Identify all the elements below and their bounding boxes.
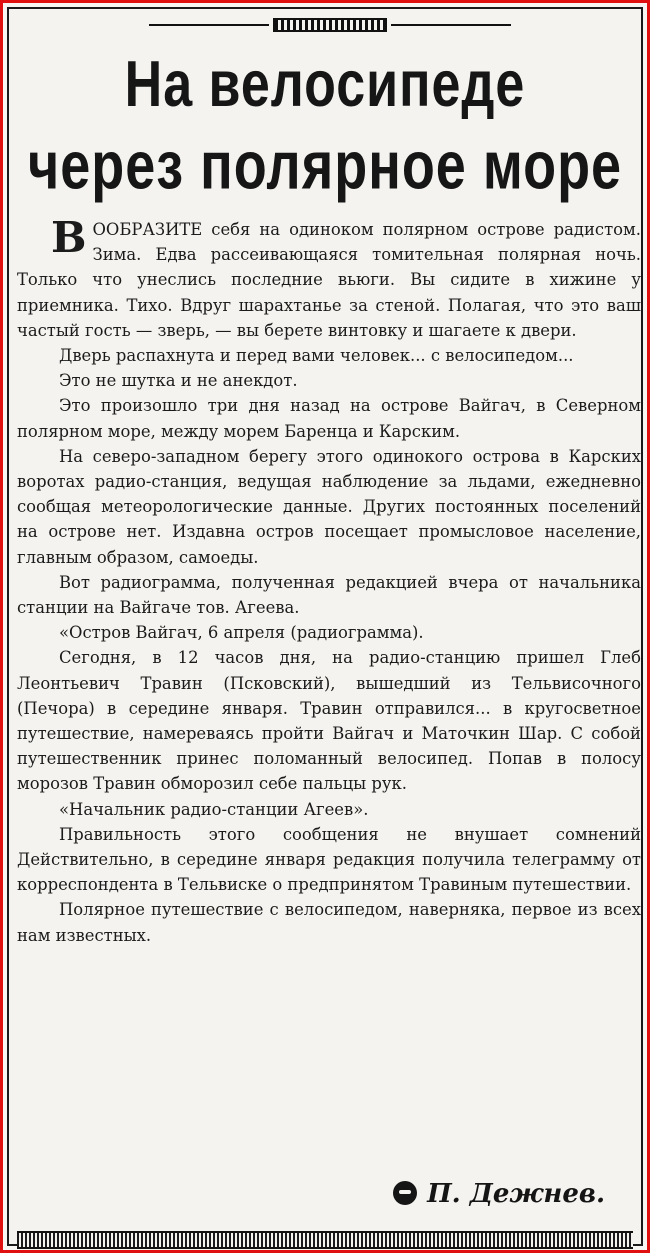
headline-line-2: через полярное море xyxy=(27,128,623,204)
article-paragraph: Это произошло три дня назад на острове Вайгач, в Северном полярном море, между морем Баренца и Карским. xyxy=(17,396,641,441)
article-paragraph xyxy=(17,213,641,343)
article-paragraph: Это не шутка и не анекдот. xyxy=(59,371,298,391)
paragraph-text: ООБРАЗИТЕ себя на одиноком полярном острове радистом. Зима. Едва рассеивающаяся томительная полярная ночь. Только что унеслись последние вьюги. Вы сидите в хижине у приемника. Тихо. Вдруг шарахтанье за стеной. Полагая, что это ваш частый гость — зверь, — вы берете винтовку и шагаете к двери. xyxy=(17,220,641,340)
author-name: П. Дежнев. xyxy=(427,1179,605,1209)
headline-line-1: На велосипеде xyxy=(124,48,526,121)
top-ornament xyxy=(149,17,511,33)
article-paragraph: «Остров Вайгач, 6 апреля (радиограмма). xyxy=(59,623,424,643)
article-paragraph: Сегодня, в 12 часов дня, на радио-станцию пришел Глеб Леонтьевич Травин (Псковский), вышедший из Тельвисочного (Печора) в середине января. Травин отправился... в кругосветное путешествие, намереваясь пройти Вайгач и Маточкин Шар. С собой путешественник принес поломанный велосипед. Попав в полосу морозов Травин обморозил себе пальцы рук. xyxy=(17,648,641,794)
article-paragraph: На северо-западном берегу этого одинокого острова в Карских воротах радио-станция, ведущая наблюдение за льдами, ежедневно сообщая метеорологические данные. Других постоянных поселений на острове нет. Издавна остров посещает промысловое население, главным образом, самоеды. xyxy=(17,446,641,567)
article-paragraph: Правильность этого сообщения не внушает сомнений Действительно, в середине января редакция получила телеграмму от корреспондента в Тельвиске о предпринятом Травиным путешествии. xyxy=(17,824,641,895)
article-paragraph: Полярное путешествие с велосипедом, наверняка, первое из всех нам известных. xyxy=(17,900,641,945)
drop-cap: В xyxy=(51,213,87,262)
signature-mark-icon xyxy=(393,1181,417,1205)
clipping-frame xyxy=(7,7,643,1246)
ornament-rule-right xyxy=(391,24,511,26)
article-paragraph: Вот радиограмма, полученная редакцией вчера от начальника станции на Вайгаче тов. Агеева. xyxy=(17,572,641,618)
ornament-box xyxy=(273,18,387,32)
article-body xyxy=(17,213,641,948)
article-paragraph: Дверь распахнута и перед вами человек... с велосипедом... xyxy=(59,346,574,366)
author-signature xyxy=(393,1179,605,1209)
article-paragraph: «Начальник радио-станции Агеев». xyxy=(59,799,369,819)
bottom-ornament-rule xyxy=(17,1231,633,1249)
ornament-rule-left xyxy=(149,24,269,26)
